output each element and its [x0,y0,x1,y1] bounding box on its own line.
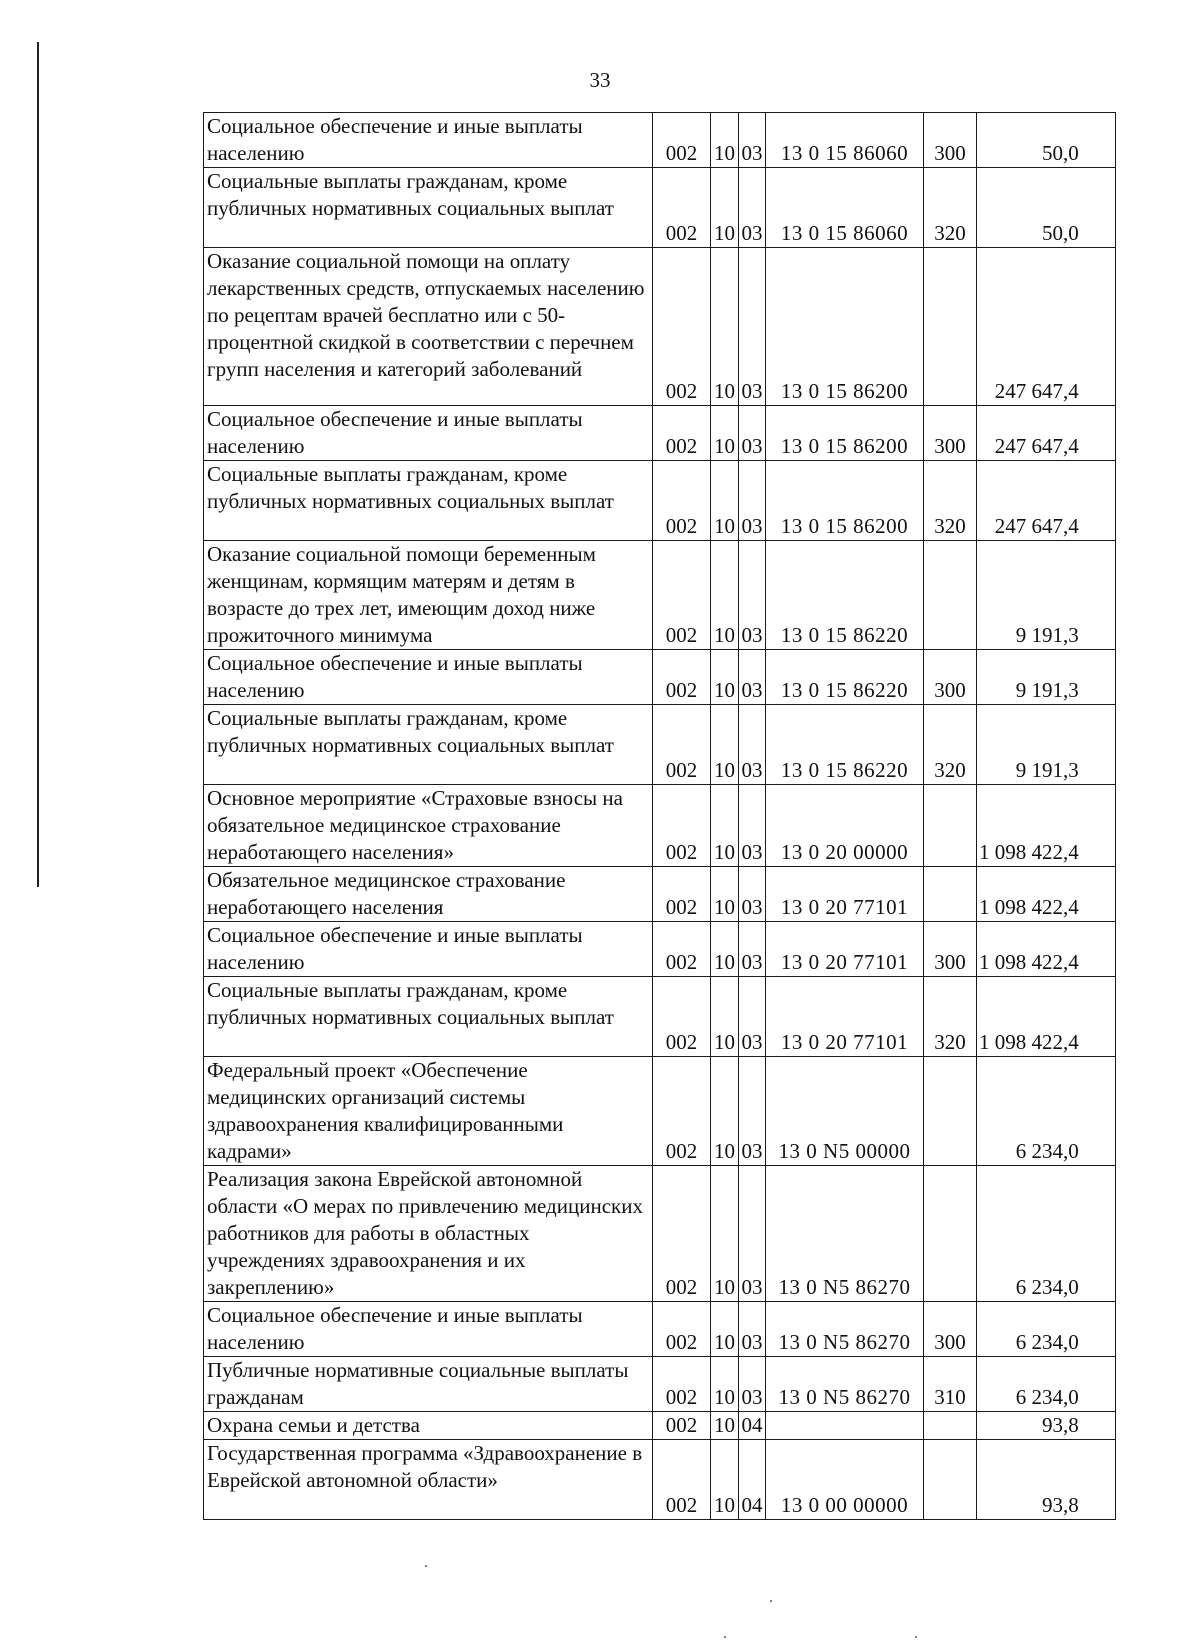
row-name: Реализация закона Еврейской автономной области «О мерах по привлечению медицинских работников для работы в областных учреждениях здравоохранения и их закреплению» [204,1166,653,1302]
table-row [204,1357,1116,1412]
row-grbs-code: 002 [653,867,711,922]
row-grbs-code: 002 [653,1302,711,1357]
row-subsection-code: 03 [739,1166,766,1302]
row-expense-type: 300 [924,1302,977,1357]
row-subsection-code: 03 [739,977,766,1057]
row-name: Оказание социальной помощи беременным женщинам, кормящим матерям и детям в возрасте до трех лет, имеющим доход ниже прожиточного минимума [204,541,653,650]
row-section-code: 10 [711,785,739,867]
row-grbs-code: 002 [653,406,711,461]
row-expense-type: 320 [924,461,977,541]
row-expense-type [924,1440,977,1520]
row-amount: 50,0 [977,113,1116,168]
row-name: Социальные выплаты гражданам, кроме публичных нормативных социальных выплат [204,461,653,541]
row-section-code: 10 [711,1057,739,1166]
row-name: Социальное обеспечение и иные выплаты населению [204,922,653,977]
row-target-article: 13 0 N5 00000 [766,1057,924,1166]
table-row [204,1166,1116,1302]
row-subsection-code: 03 [739,1357,766,1412]
row-section-code: 10 [711,1412,739,1440]
row-section-code: 10 [711,650,739,705]
row-expense-type [924,867,977,922]
row-expense-type [924,1057,977,1166]
table-row [204,977,1116,1057]
row-amount: 9 191,3 [977,541,1116,650]
row-subsection-code: 03 [739,867,766,922]
row-section-code: 10 [711,461,739,541]
row-amount: 247 647,4 [977,248,1116,406]
row-target-article: 13 0 N5 86270 [766,1302,924,1357]
row-amount: 247 647,4 [977,461,1116,541]
row-grbs-code: 002 [653,1357,711,1412]
row-target-article: 13 0 15 86220 [766,650,924,705]
row-expense-type: 320 [924,168,977,248]
row-subsection-code: 04 [739,1412,766,1440]
row-expense-type: 320 [924,705,977,785]
row-name: Публичные нормативные социальные выплаты гражданам [204,1357,653,1412]
table-row [204,922,1116,977]
row-name: Социальное обеспечение и иные выплаты населению [204,113,653,168]
row-name: Социальное обеспечение и иные выплаты населению [204,1302,653,1357]
row-name: Социальные выплаты гражданам, кроме публичных нормативных социальных выплат [204,705,653,785]
row-section-code: 10 [711,113,739,168]
row-subsection-code: 03 [739,248,766,406]
row-amount: 9 191,3 [977,705,1116,785]
row-target-article: 13 0 15 86220 [766,705,924,785]
table-row [204,1412,1116,1440]
row-amount: 247 647,4 [977,406,1116,461]
row-name: Социальные выплаты гражданам, кроме публичных нормативных социальных выплат [204,977,653,1057]
table-row [204,1057,1116,1166]
row-target-article: 13 0 00 00000 [766,1440,924,1520]
row-target-article: 13 0 15 86200 [766,461,924,541]
table-row [204,1302,1116,1357]
row-amount: 93,8 [977,1412,1116,1440]
row-section-code: 10 [711,168,739,248]
row-section-code: 10 [711,922,739,977]
row-section-code: 10 [711,1440,739,1520]
row-target-article: 13 0 15 86200 [766,406,924,461]
row-expense-type [924,785,977,867]
row-grbs-code: 002 [653,461,711,541]
row-amount: 1 098 422,4 [977,867,1116,922]
row-section-code: 10 [711,406,739,461]
row-expense-type: 300 [924,406,977,461]
row-subsection-code: 03 [739,113,766,168]
row-section-code: 10 [711,1302,739,1357]
row-expense-type: 300 [924,113,977,168]
row-name: Социальные выплаты гражданам, кроме публичных нормативных социальных выплат [204,168,653,248]
row-expense-type: 320 [924,977,977,1057]
row-amount: 50,0 [977,168,1116,248]
page-number: 33 [589,68,611,92]
row-grbs-code: 002 [653,785,711,867]
row-grbs-code: 002 [653,650,711,705]
row-expense-type: 300 [924,922,977,977]
row-section-code: 10 [711,705,739,785]
row-expense-type [924,1166,977,1302]
row-grbs-code: 002 [653,1166,711,1302]
row-grbs-code: 002 [653,1440,711,1520]
row-subsection-code: 03 [739,650,766,705]
table-row [204,541,1116,650]
row-amount: 6 234,0 [977,1057,1116,1166]
row-grbs-code: 002 [653,168,711,248]
row-target-article: 13 0 20 77101 [766,977,924,1057]
row-subsection-code: 03 [739,1057,766,1166]
table-row [204,248,1116,406]
row-subsection-code: 03 [739,461,766,541]
row-target-article: 13 0 15 86200 [766,248,924,406]
table-row [204,1440,1116,1520]
row-name: Охрана семьи и детства [204,1412,653,1440]
row-grbs-code: 002 [653,1412,711,1440]
row-target-article: 13 0 N5 86270 [766,1166,924,1302]
row-expense-type [924,1412,977,1440]
row-subsection-code: 03 [739,785,766,867]
row-target-article: 13 0 N5 86270 [766,1357,924,1412]
row-section-code: 10 [711,977,739,1057]
scan-speck [724,1636,726,1638]
scan-speck [425,1565,427,1567]
table-row [204,650,1116,705]
row-section-code: 10 [711,1357,739,1412]
row-name: Социальное обеспечение и иные выплаты населению [204,650,653,705]
row-name: Федеральный проект «Обеспечение медицинских организаций системы здравоохранения квалифицированными кадрами» [204,1057,653,1166]
row-target-article [766,1412,924,1440]
row-grbs-code: 002 [653,922,711,977]
row-grbs-code: 002 [653,113,711,168]
row-target-article: 13 0 15 86220 [766,541,924,650]
row-grbs-code: 002 [653,705,711,785]
row-target-article: 13 0 20 77101 [766,922,924,977]
row-subsection-code: 04 [739,1440,766,1520]
row-section-code: 10 [711,248,739,406]
table-row [204,785,1116,867]
row-expense-type: 300 [924,650,977,705]
scan-speck [770,1600,772,1602]
row-grbs-code: 002 [653,1057,711,1166]
scan-speck [915,1636,917,1638]
row-section-code: 10 [711,867,739,922]
row-name: Государственная программа «Здравоохранение в Еврейской автономной области» [204,1440,653,1520]
row-grbs-code: 002 [653,248,711,406]
row-name: Оказание социальной помощи на оплату лекарственных средств, отпускаемых населению по рецептам врачей бесплатно или с 50-процентной скидкой в соответствии с перечнем групп населения и категорий заболеваний [204,248,653,406]
budget-table [203,112,1116,1520]
row-amount: 6 234,0 [977,1166,1116,1302]
table-row [204,705,1116,785]
row-section-code: 10 [711,541,739,650]
row-subsection-code: 03 [739,541,766,650]
row-amount: 6 234,0 [977,1357,1116,1412]
scan-margin-line [37,42,39,887]
table-row [204,461,1116,541]
row-subsection-code: 03 [739,168,766,248]
table-row [204,406,1116,461]
row-amount: 9 191,3 [977,650,1116,705]
row-target-article: 13 0 20 77101 [766,867,924,922]
row-subsection-code: 03 [739,922,766,977]
row-name: Социальное обеспечение и иные выплаты населению [204,406,653,461]
row-amount: 93,8 [977,1440,1116,1520]
row-name: Основное мероприятие «Страховые взносы на обязательное медицинское страхование неработающего населения» [204,785,653,867]
row-expense-type: 310 [924,1357,977,1412]
row-section-code: 10 [711,1166,739,1302]
table-row [204,168,1116,248]
row-target-article: 13 0 15 86060 [766,113,924,168]
row-expense-type [924,541,977,650]
row-amount: 1 098 422,4 [977,922,1116,977]
row-amount: 1 098 422,4 [977,977,1116,1057]
table-row [204,867,1116,922]
table-body [204,113,1116,1520]
row-subsection-code: 03 [739,1302,766,1357]
row-grbs-code: 002 [653,977,711,1057]
row-target-article: 13 0 15 86060 [766,168,924,248]
row-grbs-code: 002 [653,541,711,650]
row-target-article: 13 0 20 00000 [766,785,924,867]
table-row [204,113,1116,168]
row-amount: 6 234,0 [977,1302,1116,1357]
row-subsection-code: 03 [739,406,766,461]
row-name: Обязательное медицинское страхование неработающего населения [204,867,653,922]
row-expense-type [924,248,977,406]
row-amount: 1 098 422,4 [977,785,1116,867]
row-subsection-code: 03 [739,705,766,785]
